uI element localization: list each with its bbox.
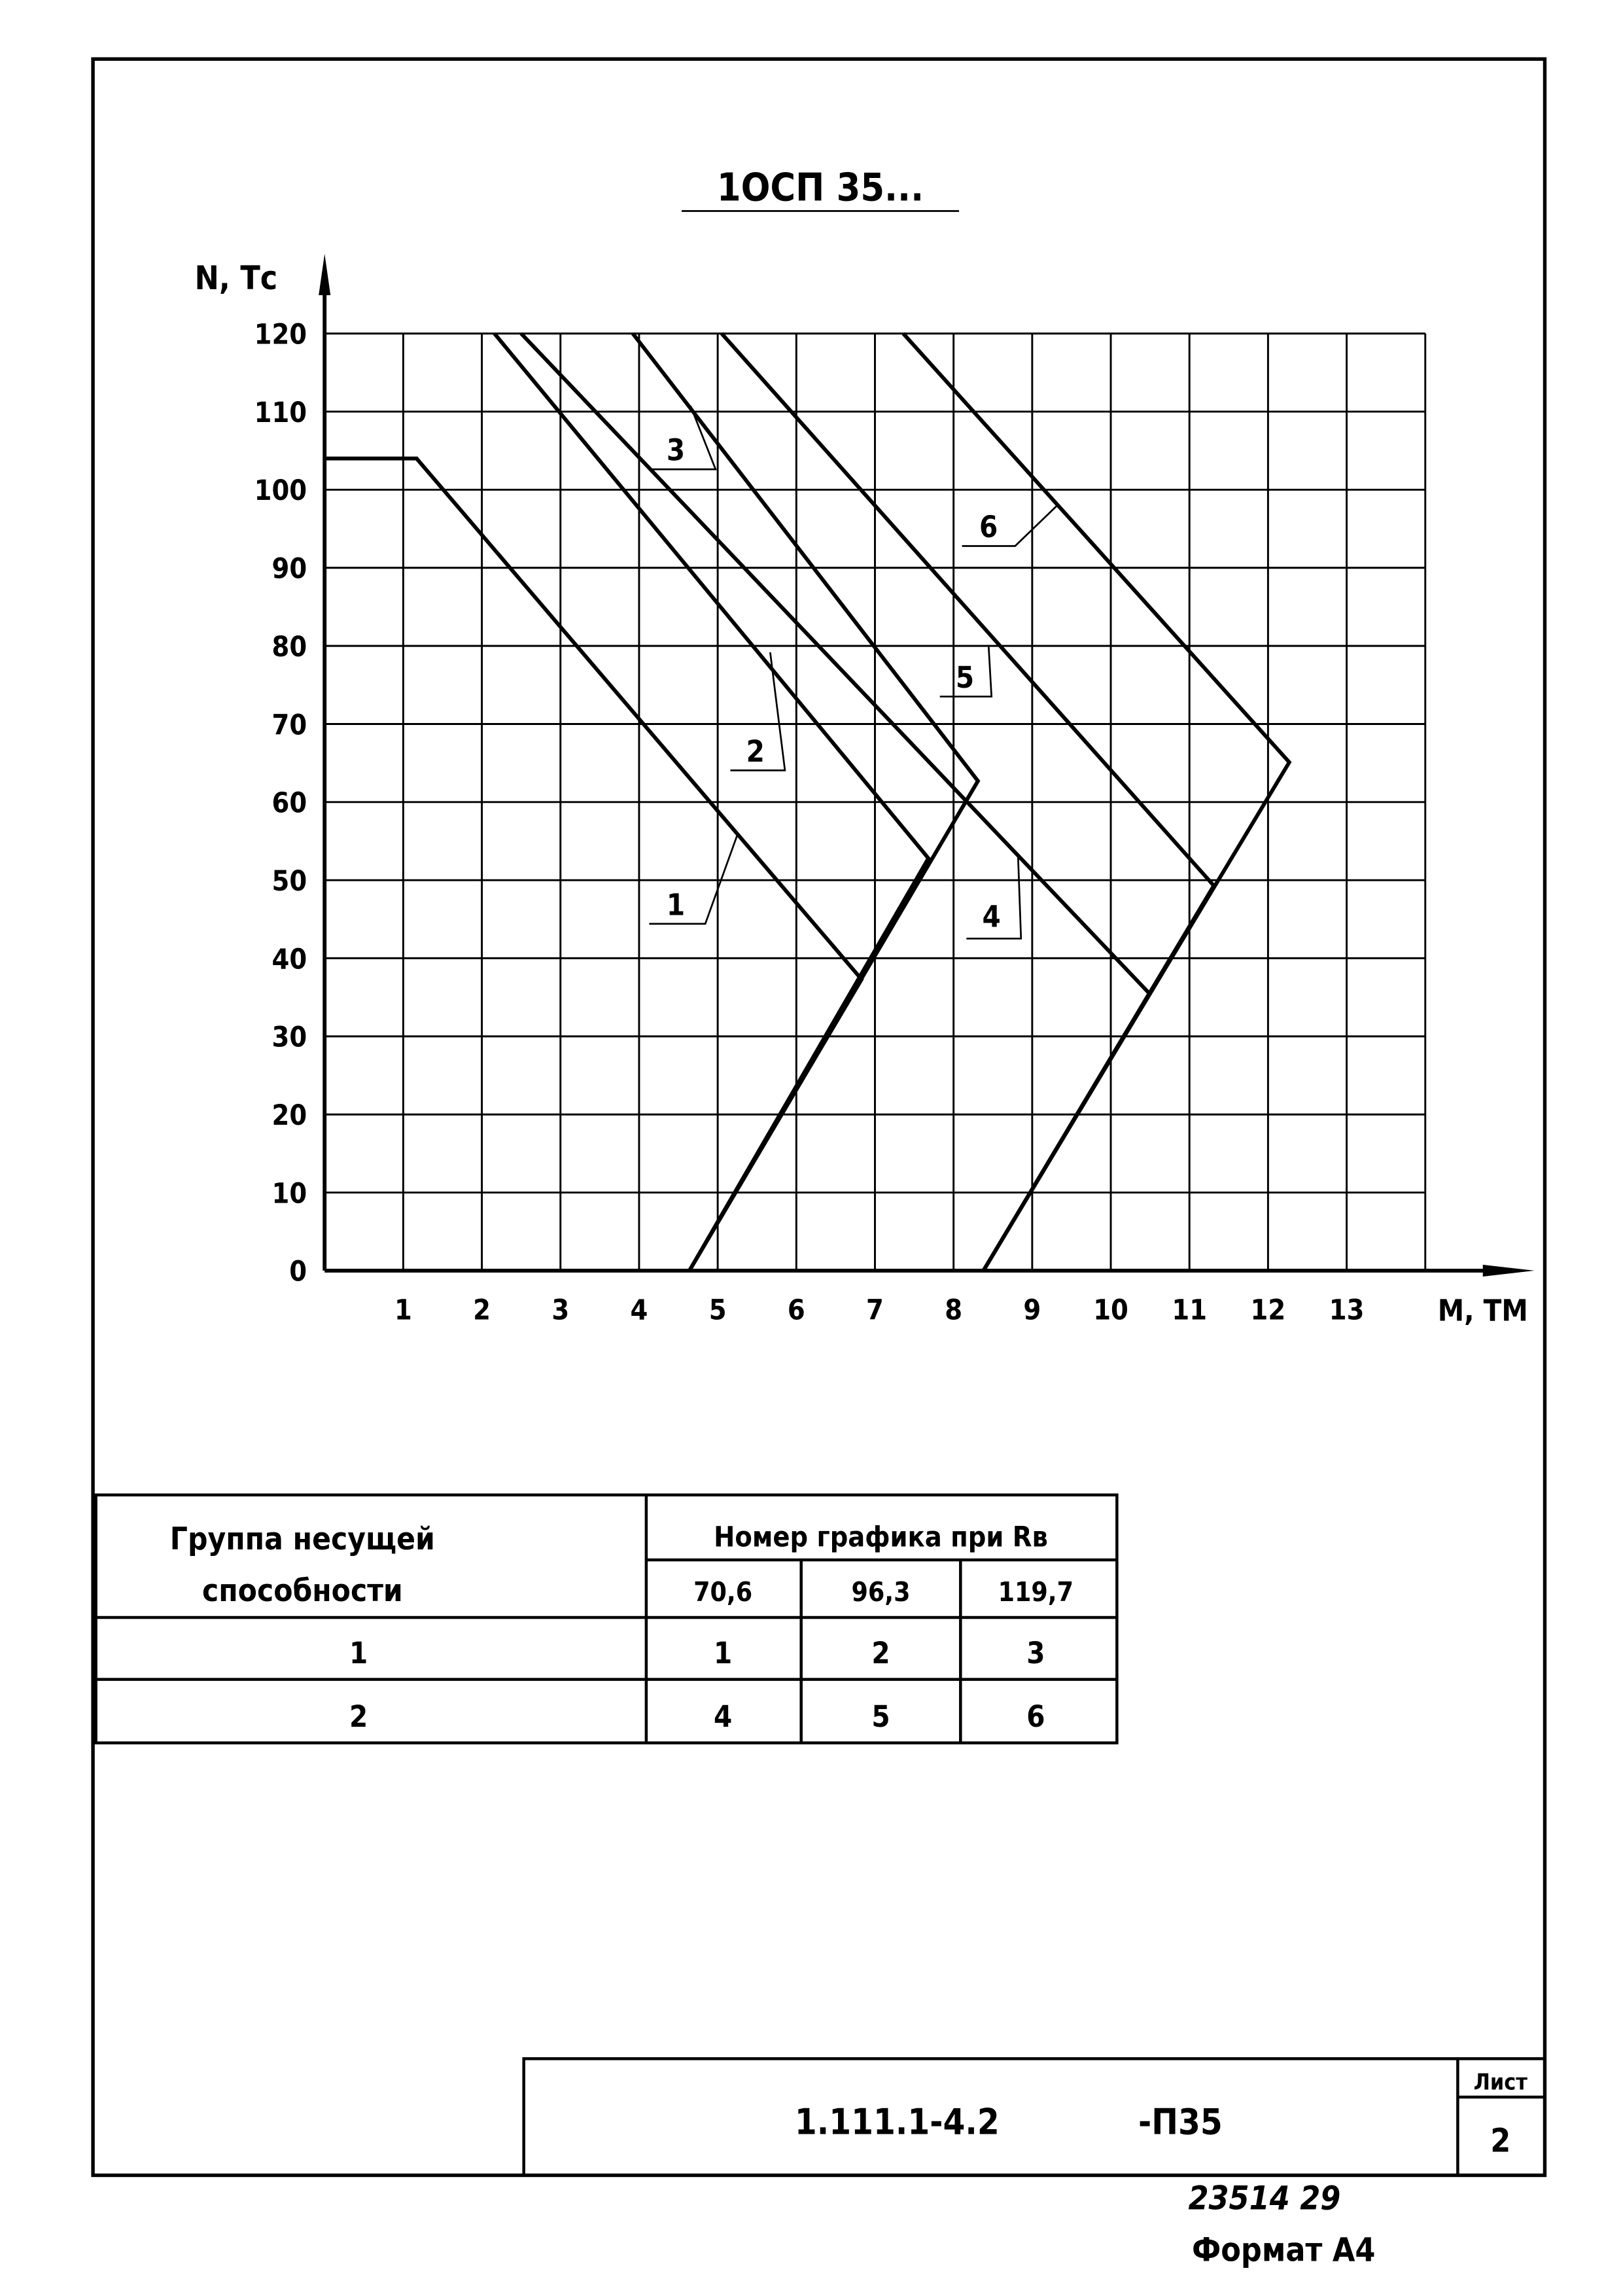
curve-label-4: [966, 856, 1021, 938]
x-tick-label: 2: [473, 1294, 491, 1327]
x-tick-label: 13: [1329, 1294, 1365, 1327]
y-tick-label: 80: [271, 630, 307, 663]
row-1-graph-2: 2: [871, 1635, 890, 1670]
x-tick-label: 8: [945, 1294, 963, 1327]
rb-value-3: 119,7: [998, 1576, 1074, 1608]
curve-label-1-text: 1: [666, 887, 686, 923]
x-axis-label: M, ТМ: [1437, 1293, 1528, 1328]
row-2-graph-2: 5: [871, 1699, 890, 1734]
y-tick-label: 60: [271, 786, 307, 820]
curve-label-6: [962, 506, 1056, 546]
row-1-graph-3: 3: [1026, 1635, 1045, 1670]
row-1-graph-1: 1: [714, 1635, 733, 1670]
y-tick-labels: [254, 319, 307, 1288]
chart: [195, 254, 1535, 1328]
row-2-graph-1: 4: [714, 1699, 733, 1734]
rb-value-2: 96,3: [851, 1576, 911, 1608]
y-tick-label: 10: [271, 1177, 307, 1210]
x-axis-arrow-icon: [1483, 1265, 1535, 1277]
row-1-group: 1: [349, 1635, 368, 1670]
y-axis-arrow-icon: [319, 254, 330, 295]
x-tick-label: 7: [866, 1294, 884, 1327]
curve-label-2-text: 2: [746, 733, 765, 769]
x-tick-label: 12: [1250, 1294, 1286, 1327]
y-tick-label: 90: [271, 552, 307, 586]
paper-format: Формат А4: [1192, 2231, 1376, 2269]
y-tick-label: 110: [254, 396, 307, 429]
group-header-line1: Группа несущей: [169, 1521, 435, 1558]
sheet-label: Лист: [1473, 2069, 1527, 2095]
x-tick-label: 10: [1093, 1294, 1128, 1327]
document-suffix: -П35: [1138, 2101, 1223, 2143]
x-tick-label: 6: [787, 1294, 805, 1327]
curve-label-5-text: 5: [955, 660, 975, 696]
x-tick-label: 4: [630, 1294, 648, 1327]
y-tick-label: 20: [271, 1099, 307, 1133]
y-tick-label: 50: [271, 864, 307, 898]
y-tick-label: 100: [254, 474, 307, 508]
title-block: [524, 2058, 1545, 2175]
x-tick-label: 9: [1023, 1294, 1041, 1327]
curve-label-1: [649, 834, 737, 924]
curve-label-4-text: 4: [982, 899, 1001, 934]
curve-label-2: [730, 652, 784, 770]
y-tick-label: 30: [271, 1021, 307, 1054]
sheet-number: 2: [1490, 2121, 1511, 2160]
curve-label-5: [940, 645, 992, 697]
curve-label-6-text: 6: [979, 509, 998, 544]
curve-1: [324, 459, 862, 1271]
rb-value-1: 70,6: [693, 1576, 753, 1608]
x-tick-label: 11: [1172, 1294, 1208, 1327]
x-tick-label: 3: [551, 1294, 570, 1327]
group-header-line2: способности: [201, 1573, 403, 1610]
x-tick-label: 1: [394, 1294, 412, 1327]
row-2-graph-3: 6: [1026, 1699, 1045, 1734]
graph-header: Номер графика при Rв: [714, 1521, 1048, 1554]
y-tick-label: 0: [289, 1255, 307, 1288]
sheet-frame: [93, 59, 1544, 2175]
y-tick-label: 120: [254, 318, 307, 351]
document-code: 1.111.1-4.2: [794, 2101, 1000, 2143]
x-tick-labels: [394, 1294, 1364, 1326]
y-tick-label: 40: [271, 943, 307, 976]
row-2-group: 2: [349, 1699, 368, 1734]
curve-label-3: [649, 406, 715, 469]
y-axis-label: N, Тс: [194, 259, 278, 298]
chart-grid: [324, 334, 1425, 1271]
inventory-number: 23514 29: [1188, 2179, 1341, 2217]
curve-label-3-text: 3: [666, 433, 686, 468]
y-tick-label: 70: [271, 709, 307, 742]
x-tick-label: 5: [708, 1294, 727, 1327]
chart-title: 1ОСП 35...: [716, 165, 924, 210]
capacity-table: [96, 1495, 1117, 1743]
